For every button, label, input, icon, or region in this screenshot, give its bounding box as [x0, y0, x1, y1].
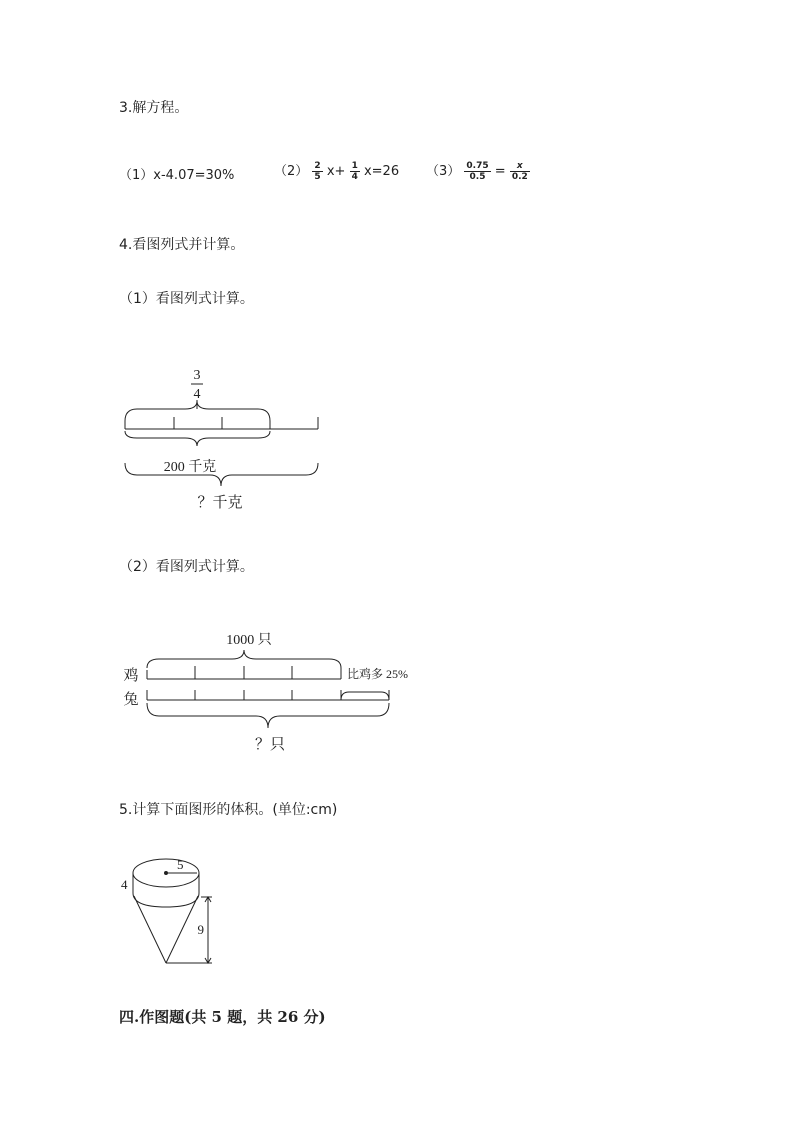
cylinder-bottom-arc	[133, 893, 199, 907]
diagram-1-fraction-numerator: 3	[193, 368, 201, 383]
diagram-2	[123, 632, 408, 753]
q4-title: 4.看图列式并计算。	[119, 237, 245, 253]
radius-label: 5	[177, 857, 184, 872]
fraction-right: $\frac{x}{0.2}$	[511, 161, 528, 182]
diagram-2-row-rabbit-label: 兔	[123, 692, 139, 708]
diagram-2-top-brace	[147, 650, 341, 668]
equals-sign: =	[494, 164, 506, 179]
fraction-left: $\frac{0.75}{0.5}$	[466, 161, 489, 182]
equation-3-number: （3）	[426, 164, 461, 179]
diagram-1-fraction-denominator: 4	[193, 387, 201, 402]
section-4-title: 四.作图题(共 5 题，共 26 分)	[119, 1008, 326, 1026]
equation-1-expression: x-4.07=30%	[153, 168, 235, 183]
diagram-1-inner-brace	[125, 431, 270, 446]
diagram-1-known-label: 200 千克	[163, 460, 217, 475]
diagram-1-outer-brace	[125, 463, 318, 486]
diagram-2-bottom-brace	[147, 703, 389, 728]
fraction-two-fifths: $\frac{2}{5}$	[314, 161, 321, 182]
q5-title: 5.计算下面图形的体积。(单位:cm)	[119, 802, 338, 818]
diagram-2-extra-brace	[341, 692, 389, 700]
q4-part2-title: （2）看图列式计算。	[119, 559, 254, 575]
cone-height-label: 9	[197, 922, 204, 937]
solid-figure	[121, 857, 212, 963]
equation-2-tail: x=26	[363, 164, 400, 179]
q4-part1-title: （1）看图列式计算。	[119, 291, 254, 307]
diagram-2-more-label: 比鸡多 25%	[347, 667, 408, 681]
equation-1-number: （1）	[119, 168, 154, 183]
q3-title: 3.解方程。	[119, 100, 189, 116]
equation-2-middle: x+	[326, 164, 346, 179]
diagram-1	[125, 368, 318, 511]
diagram-2-top-label: 1000 只	[226, 633, 272, 648]
diagram-1-unknown-label: ？千克	[197, 495, 243, 511]
diagram-2-unknown-label: ？只	[254, 737, 286, 753]
fraction-one-quarter: $\frac{1}{4}$	[351, 161, 358, 182]
equation-2-number: （2）	[274, 164, 309, 179]
diagram-1-top-brace	[125, 401, 270, 421]
center-dot	[165, 872, 168, 875]
diagram-2-row-chicken-label: 鸡	[123, 668, 139, 684]
cylinder-height-label: 4	[121, 877, 128, 892]
